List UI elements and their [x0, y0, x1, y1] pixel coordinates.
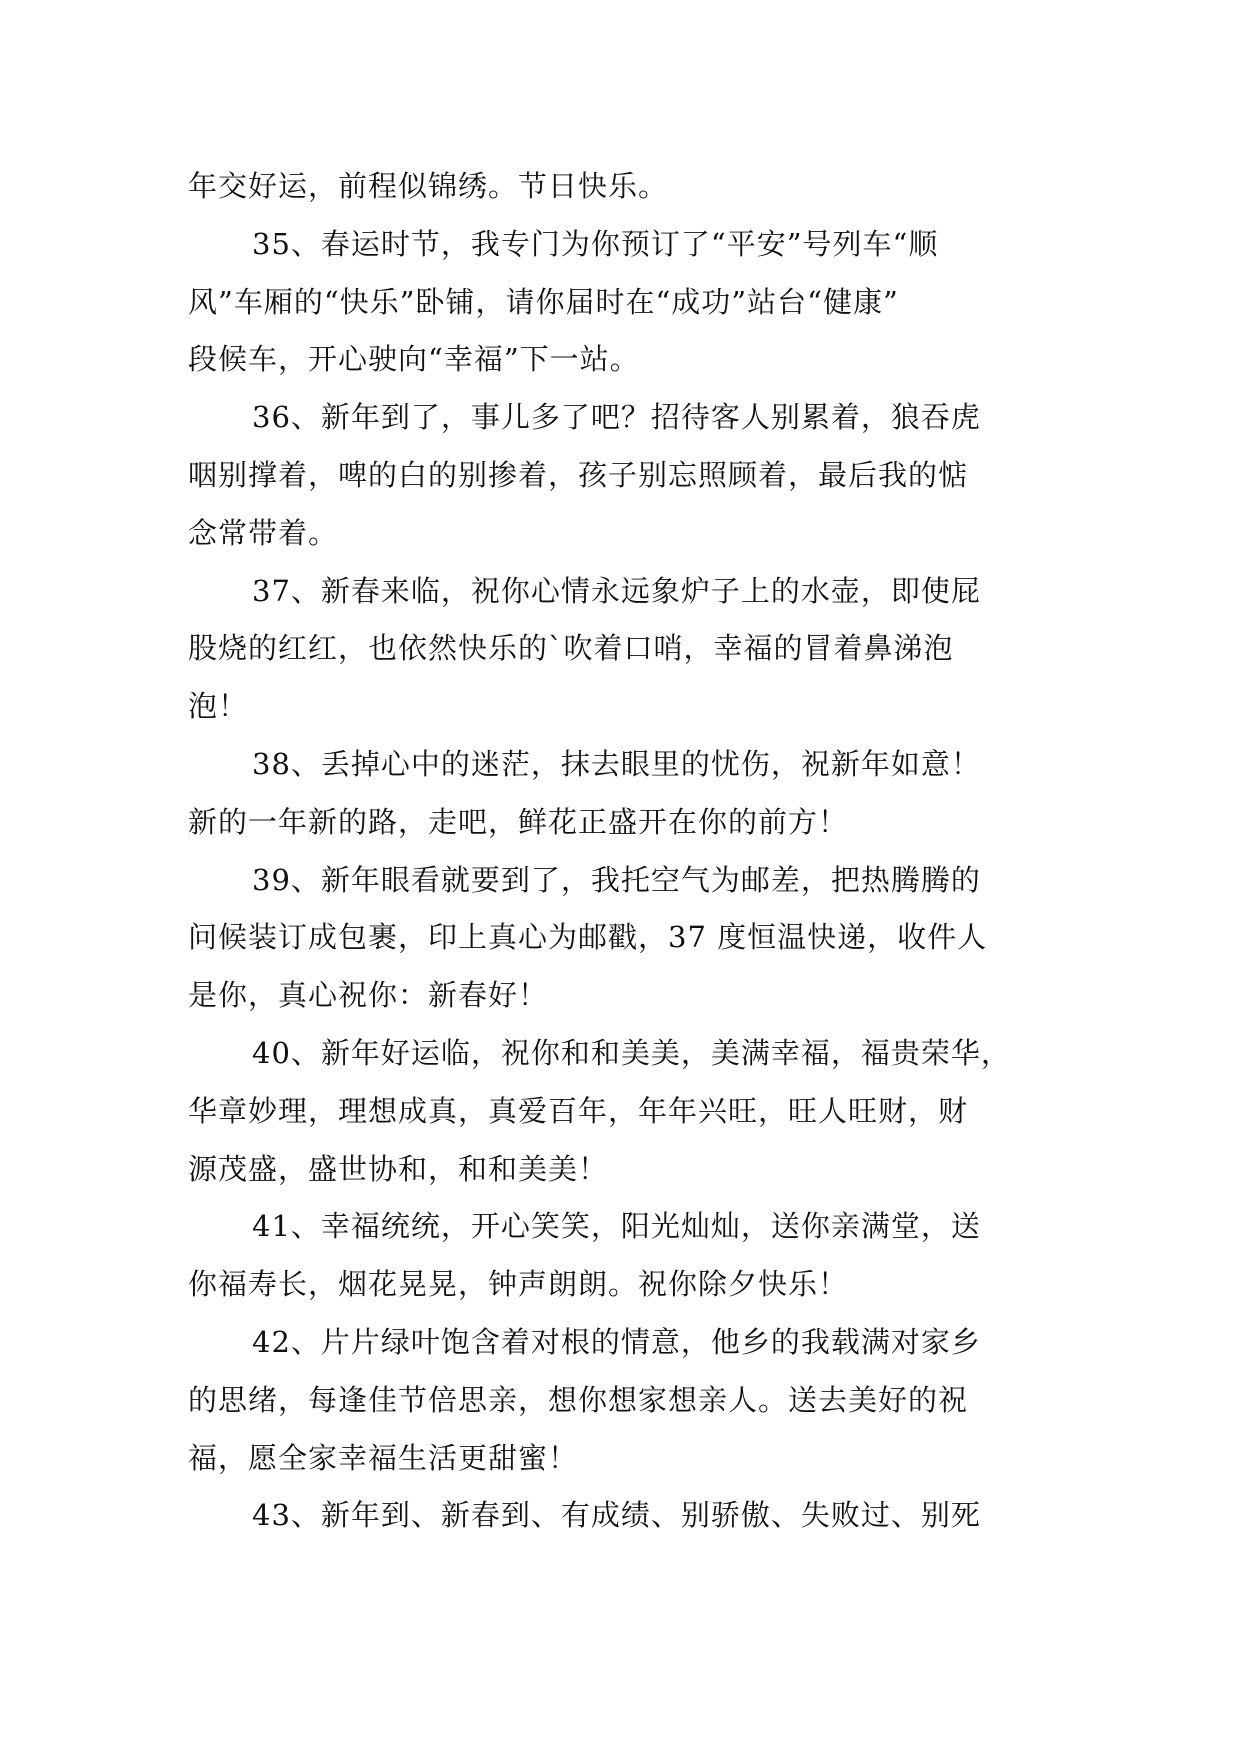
- paragraph-36-start: 36、新年到了，事儿多了吧？招待客人别累着，狼吞虎: [252, 400, 981, 435]
- text-line: 新的一年新的路，走吧，鲜花正盛开在你的前方！: [188, 804, 849, 839]
- paragraph-40-start: 40、新年好运临，祝你和和美美，美满幸福，福贵荣华，: [252, 1035, 1011, 1070]
- text-line: 念常带着。: [188, 515, 339, 550]
- text-line: 源茂盛，盛世协和，和和美美！: [188, 1151, 609, 1186]
- text-line: 的思绪，每逢佳节倍思亲，想你想家想亲人。送去美好的祝: [188, 1382, 969, 1417]
- text-line: 咽别撑着，啤的白的别掺着，孩子别忘照顾着，最后我的惦: [188, 457, 969, 492]
- text-line: 华章妙理，理想成真，真爱百年，年年兴旺，旺人旺财，财: [188, 1093, 969, 1128]
- paragraph-37-start: 37、新春来临，祝你心情永远象炉子上的水壶，即使屁: [252, 573, 981, 608]
- text-line: 是你，真心祝你：新春好！: [188, 978, 549, 1013]
- text-line: 年交好运，前程似锦绣。节日快乐。: [188, 169, 669, 203]
- text-line: 泡！: [188, 689, 249, 724]
- text-line: 风”车厢的“快乐”卧铺，请你届时在“成功”站台“健康”: [188, 284, 899, 319]
- paragraph-38-start: 38、丢掉心中的迷茫，抹去眼里的忧伤，祝新年如意！: [252, 746, 981, 781]
- document-body: [188, 158, 1048, 1545]
- paragraph-41-start: 41、幸福统统，开心笑笑，阳光灿灿，送你亲满堂，送: [252, 1209, 981, 1244]
- text-line: 问候装订成包裹，印上真心为邮戳，37 度恒温快递，收件人: [188, 920, 988, 955]
- paragraph-35-start: 35、春运时节，我专门为你预订了“平安”号列车“顺: [252, 226, 939, 261]
- paragraph-43-start: 43、新年到、新春到、有成绩、别骄傲、失败过、别死: [252, 1498, 981, 1533]
- text-line: 段候车，开心驶向“幸福”下一站。: [188, 342, 640, 377]
- text-line: 你福寿长，烟花晃晃，钟声朗朗。祝你除夕快乐！: [188, 1267, 849, 1302]
- text-line: 股烧的红红，也依然快乐的`吹着口哨，幸福的冒着鼻涕泡: [188, 631, 954, 666]
- paragraph-42-start: 42、片片绿叶饱含着对根的情意，他乡的我载满对家乡: [252, 1324, 981, 1359]
- text-line: 福，愿全家幸福生活更甜蜜！: [188, 1440, 579, 1475]
- paragraph-39-start: 39、新年眼看就要到了，我托空气为邮差，把热腾腾的: [252, 862, 981, 897]
